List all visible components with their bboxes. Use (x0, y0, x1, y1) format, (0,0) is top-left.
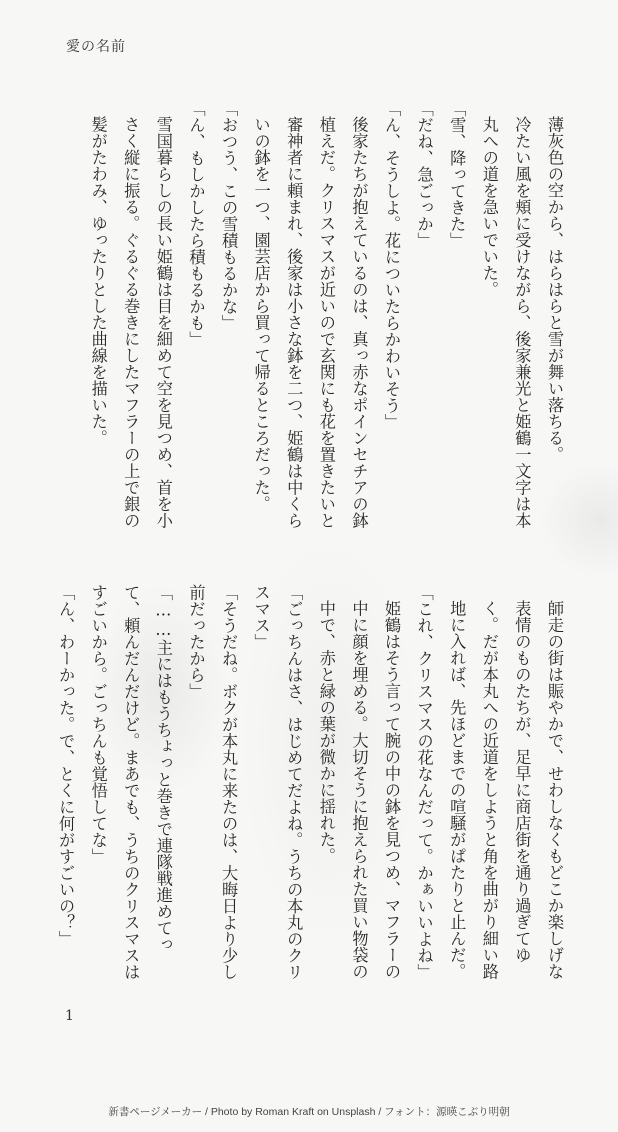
footer-credit: 新書ページメーカー / Photo by Roman Kraft on Unsplash / フォント：源暎こぶり明朝 (108, 1106, 510, 1118)
paragraph: 姫鶴はそう言って腕の中の鉢を見つめ、マフラーの中に顔を埋める。大切そうに抱えられた買い物袋の中で、赤と緑の葉が微かに揺れた。 (316, 600, 402, 980)
dialogue-line: 「おつう、この雪積もるかな」 (219, 100, 239, 331)
paragraph: 冷たい風を頬に受けながら、後家兼光と姫鶴一文字は本丸への道を急いでいた。 (479, 116, 532, 529)
dialogue-line: 「ん、わーかった。で、とくに何がすごいの？」 (56, 584, 76, 947)
upper-text-block (81, 100, 570, 544)
paragraph: 薄灰色の空から、はらはらと雪が舞い落ちる。 (545, 116, 564, 463)
dialogue-line: 「……主にはもうちょっと巻きで連隊戦進めてって、頼んだんだけど。まあでも、うちのクリスマスはすごいから。ごっちんも覚悟してな」 (88, 584, 173, 980)
lower-text-block (49, 584, 571, 984)
book-title: 愛の名前 (66, 39, 126, 55)
page-number: 1 (65, 1008, 74, 1024)
paragraph: 雪国暮らしの長い姫鶴は目を細めて空を見つめ、首を小さく縦に振る。ぐるぐる巻きにしたマフラーの上で銀の髪がたわみ、ゆったりとした曲線を描いた。 (88, 116, 173, 529)
paragraph: 師走の街は賑やかで、せわしなくもどこか楽しげな表情のものたちが、足早に商店街を通り過ぎてゆく。だが本丸への近道をしようと角を曲がり細い路地に入れば、先ほどまでの喧騒がぱたりと止んだ。 (447, 600, 564, 980)
dialogue-line: 「だね、急ごっか」 (414, 100, 434, 249)
dialogue-line: 「ん、もしかしたら積もるかも」 (186, 100, 206, 348)
dialogue-line: 「これ、クリスマスの花なんだって。かぁいいよね」 (414, 584, 434, 980)
dialogue-line: 「雪、降ってきた」 (447, 100, 467, 249)
dialogue-line: 「ごっちんはさ、はじめてだよね。うちの本丸のクリスマス」 (251, 584, 304, 980)
dialogue-line: 「そうだね。ボクが本丸に来たのは、大晦日より少し前だったから」 (186, 584, 239, 980)
dialogue-line: 「ん、そうしよ。花についたらかわいそう」 (382, 100, 402, 430)
paragraph: 後家たちが抱えているのは、真っ赤なポインセチアの鉢植えだ。クリスマスが近いので玄関にも花を置きたいと審神者に頼まれ、後家は小さな鉢を二つ、姫鶴は中くらいの鉢を一つ、園芸店から買って帰るところだった。 (251, 116, 369, 529)
